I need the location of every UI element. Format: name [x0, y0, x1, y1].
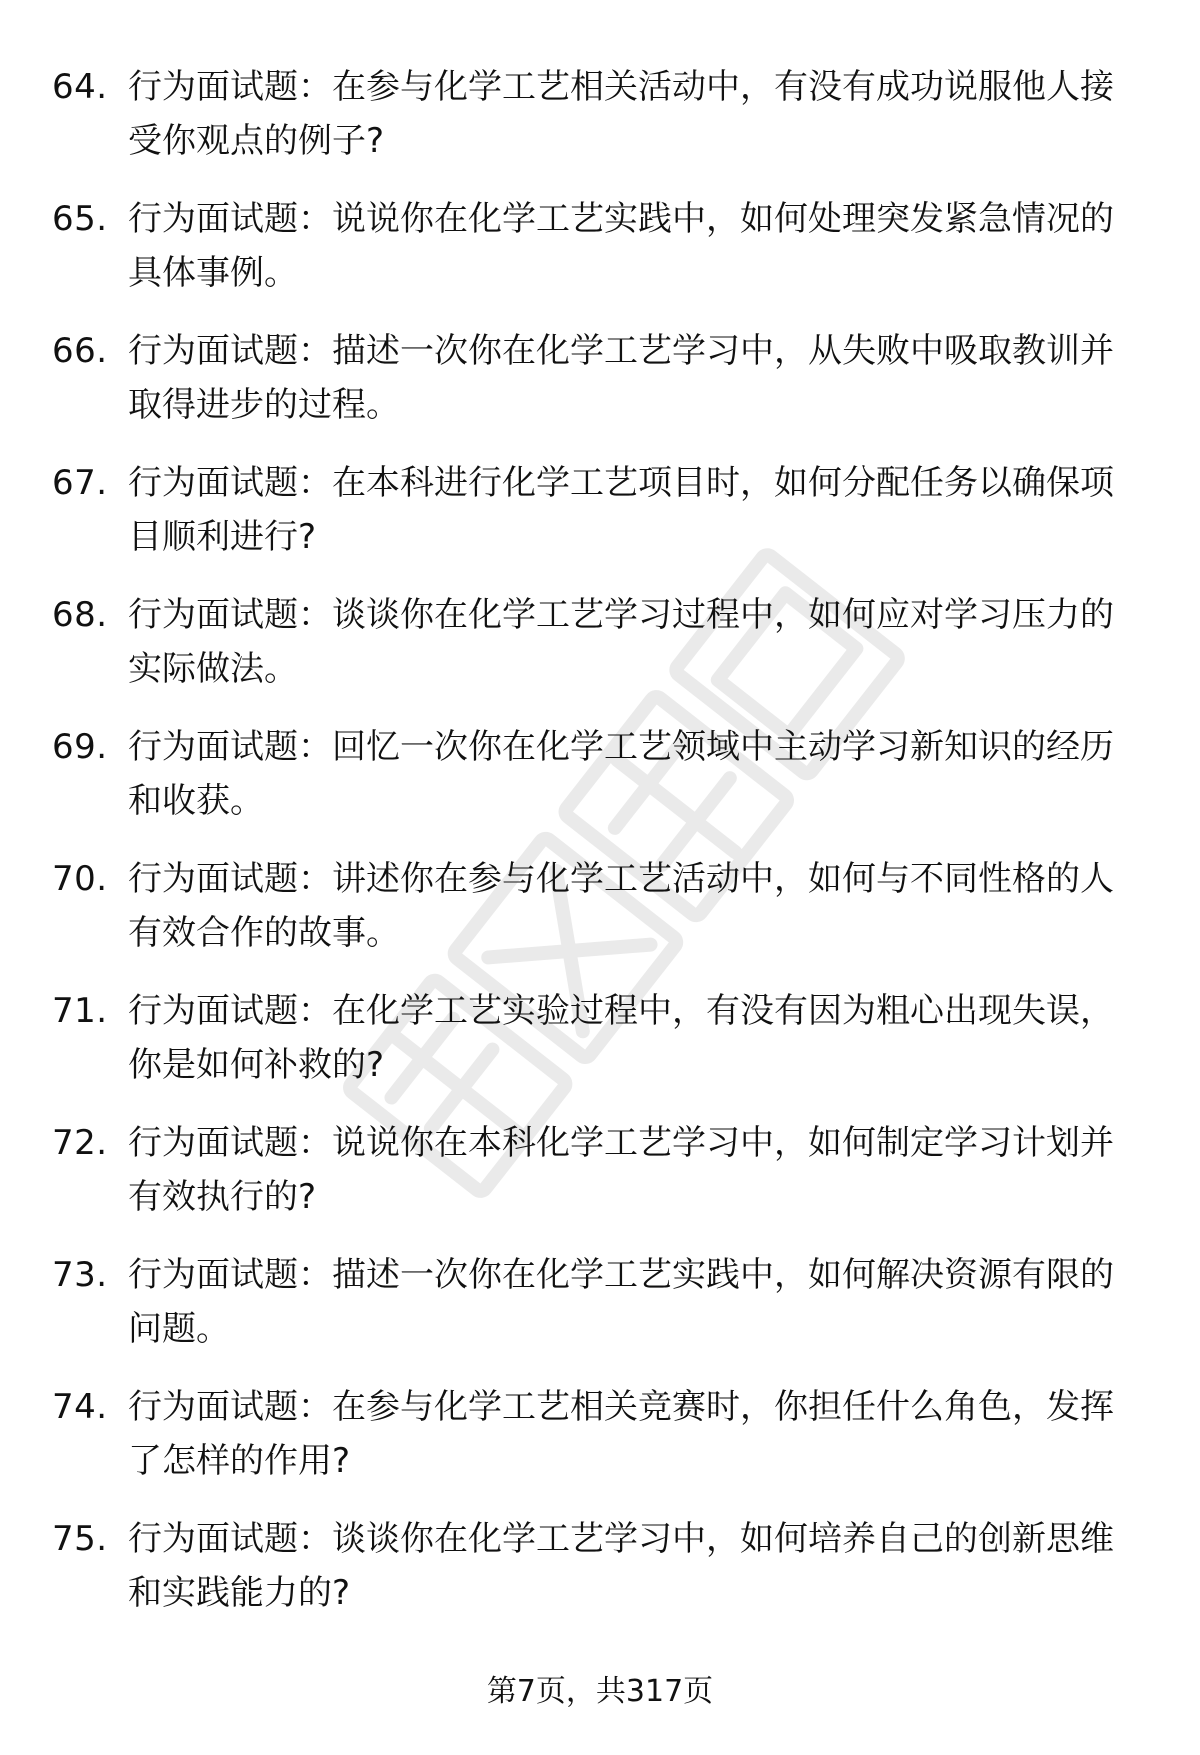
list-item	[0, 720, 1200, 852]
list-item	[0, 192, 1200, 324]
question-number: 68.	[52, 595, 108, 635]
question-text: 行为面试题：在参与化学工艺相关活动中，有没有成功说服他人接受你观点的例子?	[128, 67, 1114, 161]
question-number: 66.	[52, 331, 108, 371]
question-text: 行为面试题：谈谈你在化学工艺学习中，如何培养自己的创新思维和实践能力的?	[128, 1519, 1114, 1613]
question-number: 69.	[52, 727, 108, 767]
list-item	[0, 852, 1200, 984]
list-item	[0, 1512, 1200, 1644]
list-item	[0, 60, 1200, 192]
question-number: 70.	[52, 859, 108, 899]
question-text: 行为面试题：在化学工艺实验过程中，有没有因为粗心出现失误，你是如何补救的?	[128, 991, 1114, 1085]
question-text: 行为面试题：谈谈你在化学工艺学习过程中，如何应对学习压力的实际做法。	[128, 595, 1114, 689]
question-text: 行为面试题：讲述你在参与化学工艺活动中，如何与不同性格的人有效合作的故事。	[128, 859, 1114, 953]
question-text: 行为面试题：说说你在本科化学工艺学习中，如何制定学习计划并有效执行的?	[128, 1123, 1114, 1217]
list-item	[0, 456, 1200, 588]
question-text: 行为面试题：回忆一次你在化学工艺领域中主动学习新知识的经历和收获。	[128, 727, 1114, 821]
question-number: 67.	[52, 463, 108, 503]
list-item	[0, 1116, 1200, 1248]
question-text: 行为面试题：在本科进行化学工艺项目时，如何分配任务以确保项目顺利进行?	[128, 463, 1114, 557]
question-number: 72.	[52, 1123, 108, 1163]
question-number: 71.	[52, 991, 108, 1031]
question-number: 73.	[52, 1255, 108, 1295]
question-text: 行为面试题：描述一次你在化学工艺实践中，如何解决资源有限的问题。	[128, 1255, 1114, 1349]
list-item	[0, 324, 1200, 456]
list-item	[0, 984, 1200, 1116]
question-number: 65.	[52, 199, 108, 239]
question-number: 74.	[52, 1387, 108, 1427]
list-item	[0, 1380, 1200, 1512]
question-list	[0, 60, 1200, 1644]
question-text: 行为面试题：在参与化学工艺相关竞赛时，你担任什么角色，发挥了怎样的作用?	[128, 1387, 1114, 1481]
question-text: 行为面试题：描述一次你在化学工艺学习中，从失败中吸取教训并取得进步的过程。	[128, 331, 1114, 425]
list-item	[0, 1248, 1200, 1380]
page-number-footer: 第7页，共317页	[486, 1674, 714, 1709]
question-text: 行为面试题：说说你在化学工艺实践中，如何处理突发紧急情况的具体事例。	[128, 199, 1114, 293]
question-number: 75.	[52, 1519, 108, 1559]
list-item	[0, 588, 1200, 720]
question-number: 64.	[52, 67, 108, 107]
